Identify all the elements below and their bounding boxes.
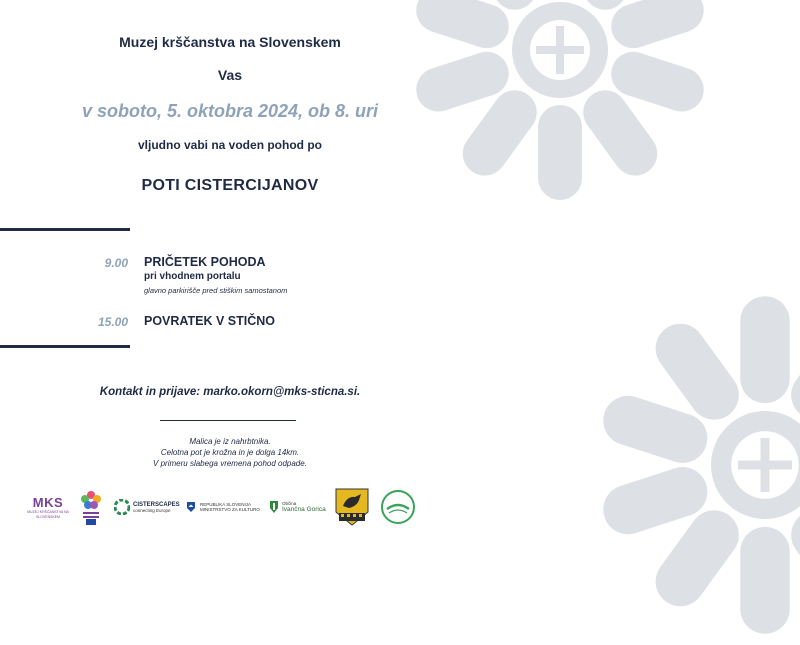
ministry-line-2: MINISTRSTVO ZA KULTURO [200, 507, 260, 512]
info-block [0, 436, 460, 469]
bird-crest-logo [334, 488, 370, 526]
flower-icon [79, 489, 103, 525]
schedule-title-return: POVRATEK V STIČNO [144, 314, 276, 328]
municipality-logo [269, 488, 333, 526]
ministry-line-1: REPUBLIKA SLOVENIJA [200, 502, 252, 507]
cisterscapes-text: CISTERSCAPES [133, 501, 180, 508]
bird-crest-icon [335, 488, 369, 526]
cisterscapes-icon [114, 499, 130, 515]
coat-of-arms-icon [186, 501, 196, 513]
mks-logo [26, 488, 70, 526]
schedule-subtitle-start: pri vhodnem portalu [144, 271, 241, 282]
schedule-note-start: glavno parkirišče pred stiškim samostanom [144, 286, 288, 295]
route-title: POTI CISTERCIJANOV [141, 177, 319, 194]
heritage-flower-logo [78, 488, 104, 526]
municipality-shield-icon [269, 500, 279, 514]
divider-top [0, 228, 130, 231]
separator-line [160, 420, 296, 421]
cisterscapes-subtext: connecting Europe [133, 507, 171, 513]
trail-circle-logo [378, 488, 418, 526]
contact-line: Kontakt in prijave: marko.okorn@mks-sticna.si. [99, 386, 361, 398]
ministry-logo [186, 488, 266, 526]
info-line: V primeru slabega vremena pohod odpade. [153, 459, 307, 468]
info-line: Malica je iz nahrbtnika. [189, 437, 271, 446]
divider-bottom [0, 345, 130, 348]
municipality-prefix: Občina [282, 501, 297, 506]
info-line: Celotna pot je krožna in je dolga 14km. [160, 448, 300, 457]
mks-logo-text: MKS [32, 494, 64, 510]
schedule-title-start: PRIČETEK POHODA [144, 255, 266, 269]
cisterscapes-logo [114, 488, 184, 526]
schedule-time-start: 9.00 [104, 256, 128, 270]
invitation-text: vljudno vabi na voden pohod po [138, 138, 322, 152]
recipient-text: Vas [217, 67, 243, 83]
municipality-name: Ivančna Gorica [282, 506, 326, 513]
trail-circle-icon [380, 489, 416, 525]
rosette-bottom-decoration [585, 285, 800, 645]
mks-logo-subtext: MUZEJ KRŠČANSTVA NA SLOVENSKEM [27, 509, 69, 519]
organization-name: Muzej krščanstva na Slovenskem [119, 34, 341, 50]
event-date: v soboto, 5. oktobra 2024, ob 8. uri [81, 101, 379, 121]
schedule-time-return: 15.00 [97, 315, 128, 329]
